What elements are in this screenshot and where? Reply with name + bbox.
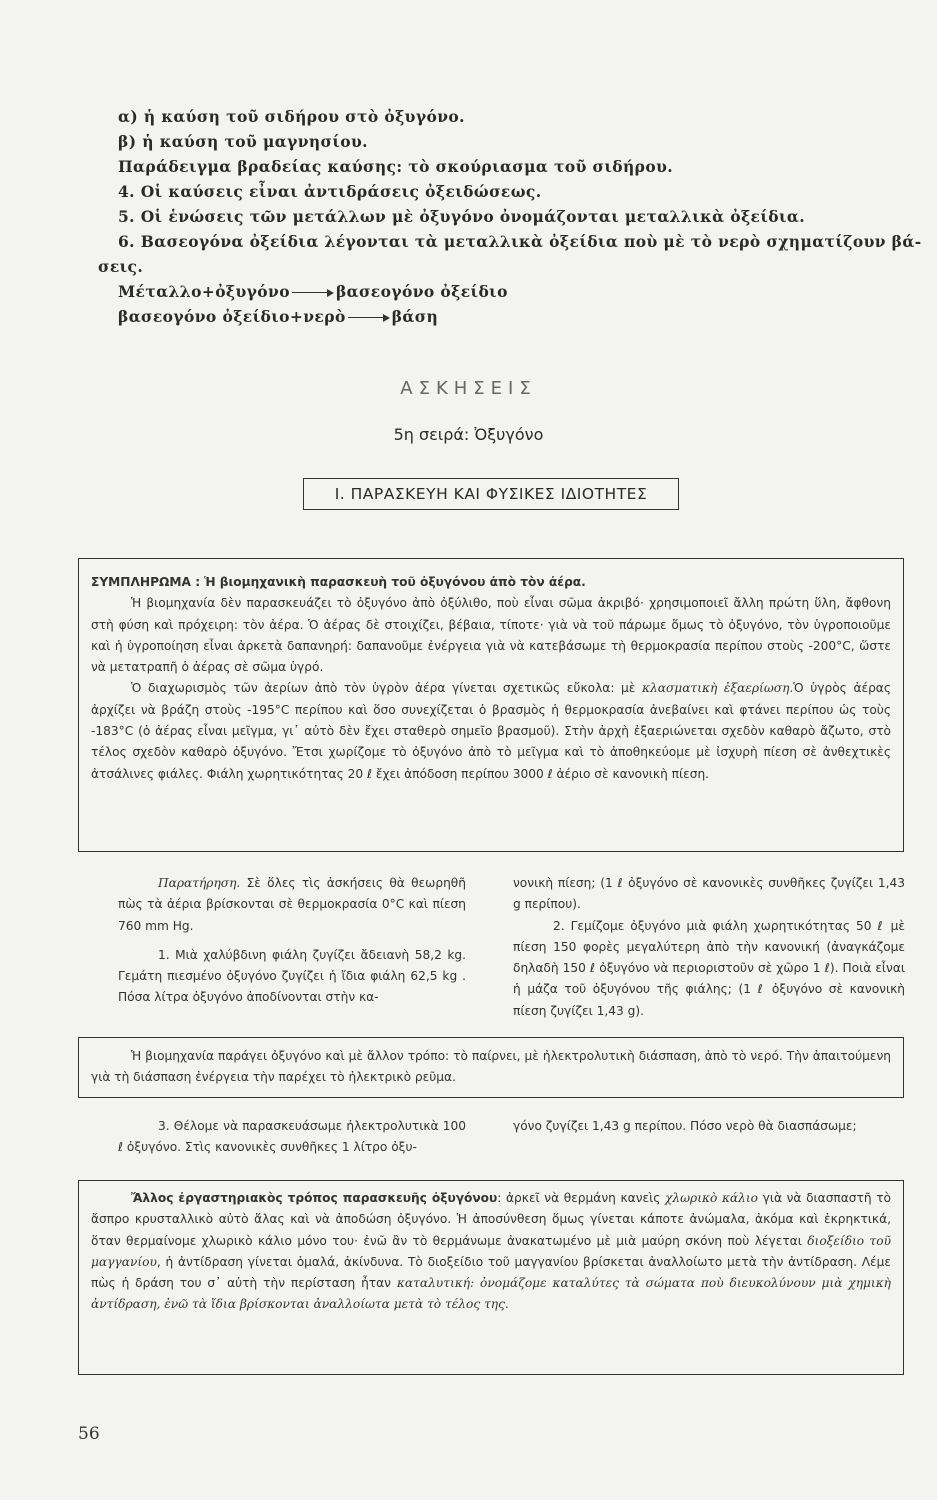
series-title: 5η σειρά: Ὀξυγόνο xyxy=(393,425,544,444)
reaction-arrow-icon xyxy=(292,292,332,293)
summary-line: β) ἡ καύση τοῦ μαγνησίου. xyxy=(118,132,368,151)
supplement-lead: Ἡ βιομηχανικὴ παρασκευὴ τοῦ ὀξυγόνου ἀπὸ τὸν ἀέρα. xyxy=(203,575,586,589)
summary-line: 5. Οἱ ἑνώσεις τῶν μετάλλων μὲ ὀξυγόνο ὀνομάζονται μεταλλικὰ ὀξείδια. xyxy=(118,207,806,226)
text-span: Ὁ διαχωρισμὸς τῶν ἀερίων ἀπὸ τὸν ὑγρὸν ἀέρα γίνεται σχετικῶς εὔκολα: μὲ xyxy=(131,681,643,696)
supplement-label: ΣΥΜΠΛΗΡΩΜΑ : xyxy=(91,575,201,589)
equation-2 xyxy=(118,304,908,329)
text-span: γιὰ νὰ διασπαστῆ τὸ ἄσπρο κρυσταλλικὸ αὐτὸ ἅλας καὶ νὰ ἀποδώση ὀξυγόνο. Ἡ ἀποσύνθεση ὅμως γίνεται κάποτε ἀνώμαλα, ἀκόμα καὶ ἐκρηκτικά, ὅταν θερμαίνομε χλωρικὸ κάλιο μόνο του· ἐνῶ ἂν τὸ θερμάνωμε ἀνακατωμένο μὲ μιὰ μαύρη σκόνη ποὺ λέγεται xyxy=(91,1191,892,1248)
section-title: ΑΣΚΗΣΕΙΣ xyxy=(400,378,537,399)
exercise-3: 3. Θέλομε νὰ παρασκευάσωμε ἠλεκτρολυτικὰ 100 ℓ ὀξυγόνο. Στὶς κανονικὲς συνθῆκες 1 λίτρο ὀξυ- xyxy=(118,1119,466,1155)
supplement-paragraph: Ἡ βιομηχανία δὲν παρασκευάζει τὸ ὀξυγόνο ἀπὸ ὀξύλιθο, ποὺ εἶναι σῶμα ἀκριβό· χρησιμοποιεῖ ἄλλη πρώτη ὕλη, ἄφθονη στὴ φύση καὶ πρόχειρη: τὸν ἀέρα. Ὁ ἀέρας δὲ στοιχίζει, βέβαια, τίποτε· γιὰ νὰ τοῦ πάρωμε ὅμως τὸ ὀξυγόνο, τὸν ὑγροποιοῦμε καὶ ἡ ὑγροποίηση εἶναι ἀρκετὰ δαπανηρή: δαπανοῦμε ἐνέργεια γιὰ νὰ κατεβάσωμε τὴ θερμοκρασία περίπου στοὺς -200°C, ὥστε νὰ μετατραπῆ ὁ ἀέρας σὲ σῶμα ὑγρό. xyxy=(91,596,891,675)
equation-right: βάση xyxy=(391,307,439,326)
left-column-1 xyxy=(118,873,466,1009)
industry-text: Ἡ βιομηχανία παράγει ὀξυγόνο καὶ μὲ ἄλλον τρόπο: τὸ παίρνει, μὲ ἠλεκτρολυτικὴ διάσπαση, ἀπὸ τὸ νερό. Τὴν ἀπαιτούμενη γιὰ τὴ διάσπαση ἐνέργεια τὴν παρέχει τὸ ἠλεκτρικὸ ρεῦμα. xyxy=(91,1049,891,1085)
italic-term: χλωρικὸ κάλιο xyxy=(665,1191,759,1205)
equation-left: βασεογόνο ὀξείδιο+νερὸ xyxy=(118,307,346,326)
exercise-2: 2. Γεμίζομε ὀξυγόνο μιὰ φιάλη χωρητικότητας 50 ℓ μὲ πίεση 150 φορὲς μεγαλύτερη ἀπὸ τὴν κανονική (ἀναγκάζομε δηλαδὴ 150 ℓ ὀξυγόνο νὰ περιοριστοῦν σὲ χῶρο 1 ℓ). Ποιὰ εἶναι ἡ μάζα τοῦ ὀξυγόνου τῆς φιάλης; (1 ℓ ὀξυγόνο σὲ κανονικὴ πίεση ζυγίζει 1,43 g). xyxy=(513,918,905,1018)
note-text: Σὲ ὅλες τὶς ἀσκήσεις θὰ θεωρηθῆ πὼς τὰ ἀέρια βρίσκονται σὲ θερμοκρασία 0°C καὶ πίεση 760 mm Hg. xyxy=(118,876,466,933)
reaction-arrow-icon xyxy=(348,317,388,318)
equation-left: Μέταλλο+ὀξυγόνο xyxy=(118,282,290,301)
exercise-1: 1. Μιὰ χαλύβδινη φιάλη ζυγίζει ἄδειανὴ 58,2 kg. Γεμάτη πιεσμένο ὀξυγόνο ζυγίζει ἡ ἴδια φιάλη 62,5 kg . Πόσα λίτρα ὀξυγόνο ἀποδίνονται στὴν κα- xyxy=(118,947,466,1005)
note-paragraph xyxy=(118,873,466,937)
exercise-1-continued: νονικὴ πίεση; (1 ℓ ὀξυγόνο σὲ κανονικὲς συνθῆκες ζυγίζει 1,43 g περίπου). xyxy=(513,876,905,912)
note-label: Παρατήρηση. xyxy=(158,876,241,890)
equation-right: βασεογόνο ὀξείδιο xyxy=(335,282,508,301)
right-column-2 xyxy=(513,1116,905,1137)
supplement-paragraph xyxy=(91,678,891,784)
supplement-box xyxy=(78,558,904,852)
lab-method-box xyxy=(78,1180,904,1375)
equation-1 xyxy=(118,279,908,304)
industry-box xyxy=(78,1037,904,1098)
chapter-heading: I. ΠΑΡΑΣΚΕΥΗ ΚΑΙ ΦΥΣΙΚΕΣ ΙΔΙΟΤΗΤΕΣ xyxy=(303,478,679,510)
italic-term: κλασματικὴ ἐξαερίωση. xyxy=(642,681,794,696)
exercise-3-continued: γόνο ζυγίζει 1,43 g περίπου. Πόσο νερὸ θὰ διασπάσωμε; xyxy=(513,1119,857,1133)
text-span: Ὁ ὑγρὸς ἀέρας ἀρχίζει νὰ βράζη στοὺς -195°C περίπου καὶ ὅσο συνεχίζεται ὁ βρασμὸς ἡ θερμοκρασία ἀνεβαίνει καὶ φτάνει περίπου ὡς τοὺς -183°C (ὁ ἀέρας εἶναι μεῖγμα, γι᾽ αὐτὸ δὲν ἔχει σταθερὸ σημεῖο βρασμοῦ). Στὴν ἀρχὴ ἐξαεριώνεται σχεδὸν καθαρὸ ἄζωτο, στὸ τέλος σχεδὸν καθαρὸ ὀξυγόνο. Ἔτσι χωρίζομε τὸ ὀξυγόνο ἀπὸ τὸ μεῖγμα καὶ τὸ ἀποθηκεύομε μὲ ἰσχυρὴ πίεση σὲ ἀνθεχτικὲς ἀτσάλινες φιάλες. Φιάλη χωρητικότητας 20 ℓ ἔχει ἀπόδοση περίπου 3000 ℓ ἀέριο σὲ κανονικὴ πίεση. xyxy=(91,681,891,781)
summary-line: 4. Οἱ καύσεις εἶναι ἀντιδράσεις ὀξειδώσεως. xyxy=(118,182,542,201)
summary-line: Παράδειγμα βραδείας καύσης: τὸ σκούριασμα τοῦ σιδήρου. xyxy=(118,157,674,176)
lab-method-text xyxy=(91,1188,891,1316)
summary-line: σεις. xyxy=(98,257,144,276)
text-span: : ἀρκεῖ νὰ θερμάνη κανεὶς xyxy=(497,1191,665,1205)
summary-list xyxy=(98,104,922,329)
page-number: 56 xyxy=(78,1424,100,1444)
lab-method-label: Ἄλλος ἐργαστηριακὸς τρόπος παρασκευῆς ὀξυγόνου xyxy=(131,1191,498,1205)
left-column-2 xyxy=(118,1116,466,1159)
italic-term: διοξείδιο τοῦ μαγγανίου xyxy=(91,1233,892,1269)
right-column-1 xyxy=(513,873,905,1022)
summary-line: α) ἡ καύση τοῦ σιδήρου στὸ ὀξυγόνο. xyxy=(118,107,465,126)
summary-line: 6. Βασεογόνα ὀξείδια λέγονται τὰ μεταλλικὰ ὀξείδια ποὺ μὲ τὸ νερὸ σχηματίζουν βά- xyxy=(118,232,922,251)
text-span: , ἡ ἀντίδραση γίνεται ὁμαλά, ἀκίνδυνα. Τὸ διοξείδιο τοῦ μαγγανίου βρίσκεται ἀναλλοίωτο μετὰ τὴν ἀντίδραση. Λέμε πὼς ἡ δράση του σ᾽ αὐτὴ τὴν περίσταση ἦταν xyxy=(91,1254,891,1291)
italic-term: καταλυτική: ὀνομάζομε καταλύτες τὰ σώματα ποὺ διευκολύνουν μιὰ χημικὴ ἀντίδραση, ἐνῶ τὰ ἴδια βρίσκονται ἀναλλοίωτα μετὰ τὸ τέλος της. xyxy=(91,1276,891,1312)
